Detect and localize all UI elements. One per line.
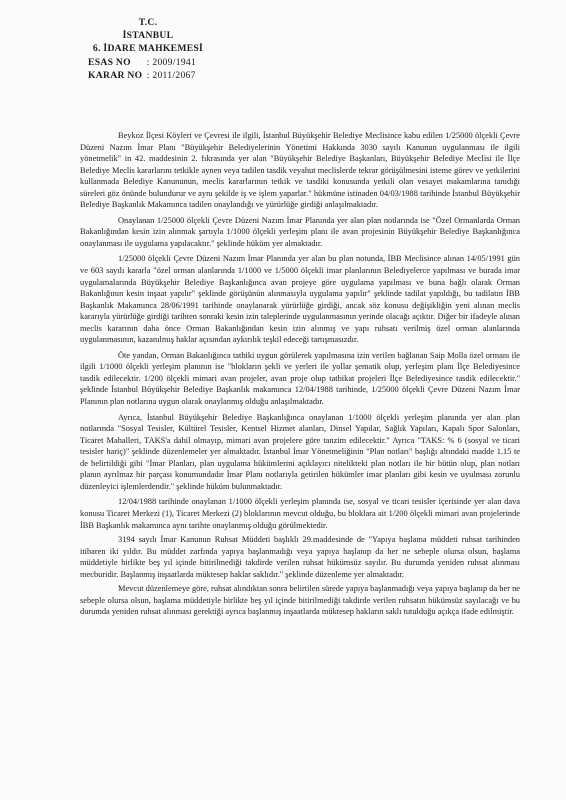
esas-row [88, 56, 208, 69]
paragraph: Öte yandan, Orman Bakanlığınca tatbiki uygun görülerek yapılmasına izin verilen bağlanan Saip Molla özel ormanı ile ilgili 1/1000 ölçekli yerleşim planının ise "blokların şekli ve yerleri ile yollar şematik olup, yerleşim planı İlçe Belediyesince tasdik edilecektir. 1/200 ölçekli mimari avan projeler, avan proje olup tatbikat projeleri İlçe Belediyesince tasdik edilecektir." şeklinde İstanbul Büyükşehir Belediye Başkanlık makamınca 12/04/1988 tarihinde, 1/25000 ölçekli Çevre Düzeni Nazım İmar Planının plan notlarına uygun olarak onaylanmış olduğu anlaşılmaktadır. [80, 350, 520, 407]
header-republic: T.C. [138, 17, 158, 28]
paragraph: Mevcut düzenlemeye göre, ruhsat alındıktan sonra belirtilen sürede yapıya başlanmadığı veya yapıya başlanıp da her ne sebeple olursa olsun, başlama müddetiyle birlikte beş yıl içinde bitirilmediği takdirde verilen ruhsatın hükümsüz sayılacağı ve bu durumda yeniden ruhsat alınması gerektiği ayrıca başlanmış inşaatlarda müktesep hakların saklı tutulduğu açıkça ifade edilmiştir. [80, 584, 520, 617]
paragraph: Ayrıca, İstanbul Büyükşehir Belediye Başkanlığınca onaylanan 1/1000 ölçekli yerleşim planında yer alan plan notlarında "Sosyal Tesisler, Kültürel Tesisler, Kentsel Hizmet alanları, Dinsel Yapılar, Sağlık Yapıları, Kapalı Spor Salonları, Ticaret Mahalleri, TAKS'a dahil olmayıp, mimari avan projelere göre tanzim edilecektir." Ayrıca "TAKS: % 6 (sosyal ve ticari tesisler hariç)" şeklinde düzenlemeler yer almaktadır. İstanbul İmar Yönetmeliğinin "Plan notları" başlığı altındaki madde 1.15 te de belirtildiği gibi "İmar Planları, plan uygulama hükümlerini açıklayıcı nitelikteki plan notları ile bir bütün olup, plan notları planın ayrılmaz bir parçası konumundadır İmar Planı notlarıyla getirilen hükümler imar planları gibi kesin ve uyulması zorunlu düzenleyici işlemlerdendir." şeklinde hüküm bulunmaktadır. [80, 412, 520, 491]
esas-value: : 2009/1941 [146, 56, 197, 68]
paragraph: Beykoz İlçesi Köyleri ve Çevresi ile ilgili, İstanbul Büyükşehir Belediye Meclisince kabu edilen 1/25000 ölçekli Çevre Düzeni Nazım İmar Planı "Büyükşehir Belediyelerinin Yönetimi Hakkında 3030 sayılı Kanunun uygulanması ile ilgili yönetmelik" in 42. maddesinin 2. fıkrasında yer alan "Büyükşehir Belediye Başkanları, Büyükşehir Belediye Meclisi ile İlçe Belediye Meclis kararlarını tetkikle aynen veya tadilen tasdik veyahut meclislerde tekrar görüşülmesini isteme görev ve yetkilerini kullanmada Belediye Kanununun, meclis kararlarının tetkik ve tasdiki konusunda yetkili olan vesayet makamlarına tanıdığı süreleri göz önünde bulundurur ve aynı şekilde iş ve işlem yaparlar." hükmüne istinaden 04/03/1988 tarihinde İstanbul Büyükşehir Belediye Başkanlık Makamınca tadilen onaylandığı ve yürürlüğe girdiği anlaşılmaktadır. [80, 131, 520, 210]
court-header [88, 16, 208, 82]
paragraph: 3194 sayılı İmar Kanunun Ruhsat Müddeti başlıklı 29.maddesinde de "Yapıya başlama müddeti ruhsat tarihinden itibaren iki yıldır. Bu müddet zarfında yapıya başlanmadığı veya yapıya başlanıp da her ne sebeple olursa olsun, başlama müddetiyle birlikte beş yıl içinde bitirilmediği takdirde verilen ruhsat hükümsüz sayılır. Bu durumda yeniden ruhsat alınması mecburidir. Başlanmış inşaatlarda müktesep haklar saklıdır." şeklinde düzenleme yer almaktadır. [80, 535, 520, 579]
paragraph: 12/04/1988 tarihinde onaylanan 1/1000 ölçekli yerleşim planında ise, sosyal ve ticari tesisler içerisinde yer alan dava konusu Ticaret Merkezi (1), Ticaret Merkezi (2) bloklarının mevcut olduğu, bu bloklara ait 1/200 ölçekli mimari avan projelerinde İBB Başkanlık makamınca aynı tarihte onaylanmış olduğu görülmektedir. [80, 497, 520, 530]
header-city: İSTANBUL [122, 30, 174, 42]
esas-label: ESAS NO [88, 56, 131, 68]
karar-row [88, 69, 208, 82]
karar-value: : 2011/2067 [146, 69, 196, 81]
karar-label: KARAR NO [88, 69, 143, 81]
header-court: 6. İDARE MAHKEMESİ [92, 43, 204, 55]
document-body [80, 130, 520, 621]
paragraph: Onaylanan 1/25000 ölçekli Çevre Düzeni Nazım İmar Planında yer alan plan notlarında ise "Özel Ormanlarda Orman Bakanlığından kesin izin alınmak şartıyla 1/1000 ölçekli yerleşim planı ile avan projesinin Büyükşehir Belediye Başkanlığınca onaylanması ile uygulama yapılacaktır." şeklinde hüküm yer almaktadır. [80, 215, 520, 248]
paragraph: 1/25000 ölçekli Çevre Düzeni Nazım İmar Planında yer alan bu plan notunda, İBB Meclisince alınan 14/05/1991 gün ve 603 sayılı kararla "özel orman alanlarında 1/1000 ve 1/5000 ölçekli imar planlarının Belediyelerce yapılması ve burada imar uygulamalarında Büyükşehir Belediye Başkanlığınca avan projeye göre uygulama yapılması ve buna bağlı olarak Orman Bakanlığının kesin inşaat yapılır" şeklinde görüşünün alınmasıyla uygulama yapılır" şeklinde tadilat yapıldığı, bu tadilatın İBB Başkanlık Makamınca 28/06/1991 tarihinde onaylanarak yürürlüğe girdiği, ancak söz konusu değişikliğin yeni alınan meclis kararıyla yürürlüğe girdiği tarihten sonraki kesin izin taleplerinde uygulanmasının yerinde olacağı açıktır. Diğer bir ifadeyle alınan meclis kararının daha önce Orman Bakanlığından kesin izin alınmış ve yapı ruhsatı verilmiş özel orman alanlarında uygulanmasının, kazanılmış haklar açısından aykırılık teşkil edeceği tartışmasızdır. [80, 254, 520, 345]
